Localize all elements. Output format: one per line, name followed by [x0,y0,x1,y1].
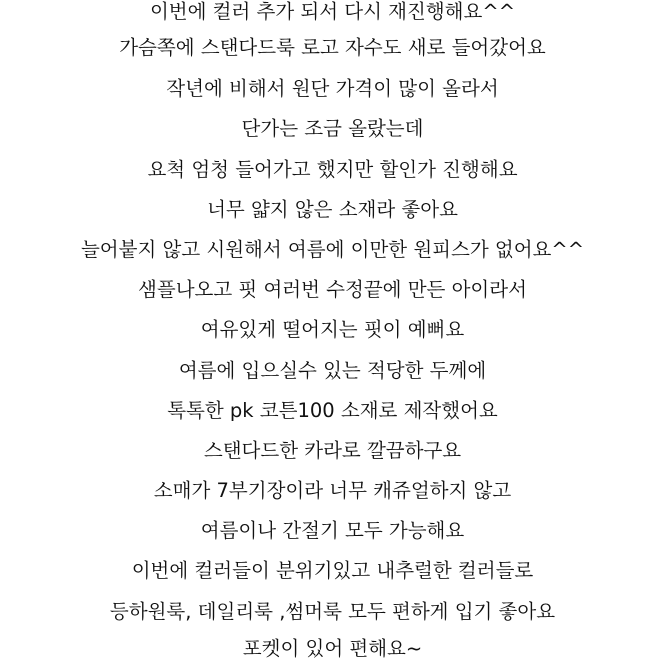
description-line: 스탠다드한 카라로 깔끔하구요 [203,439,462,462]
description-line: 요척 엄청 들어가고 했지만 할인가 진행해요 [147,158,518,181]
description-line: 등하원룩, 데일리룩 ,썸머룩 모두 편하게 입기 좋아요 [109,600,556,623]
description-line: 여름이나 간절기 모두 가능해요 [200,519,465,542]
description-line: 여름에 입으실수 있는 적당한 두께에 [178,359,487,382]
description-line: 톡톡한 pk 코튼100 소재로 제작했어요 [167,399,498,422]
description-line: 늘어붙지 않고 시원해서 여름에 이만한 원피스가 없어요^^ [80,238,585,261]
description-line: 샘플나오고 핏 여러번 수정끝에 만든 아이라서 [138,278,527,301]
description-line: 포켓이 있어 편해요~ [242,637,423,660]
description-line: 가슴쪽에 스탠다드룩 로고 자수도 새로 들어갔어요 [119,36,546,59]
description-line: 소매가 7부기장이라 너무 캐쥬얼하지 않고 [153,479,512,502]
description-line: 너무 얇지 않은 소재라 좋아요 [207,198,458,221]
description-line: 이번에 컬러 추가 되서 다시 재진행해요^^ [149,0,516,23]
description-line: 이번에 컬러들이 분위기있고 내추럴한 컬러들로 [131,559,534,582]
description-line: 여유있게 떨어지는 핏이 예뻐요 [200,318,465,341]
description-line: 단가는 조금 올랐는데 [241,117,424,140]
description-line: 작년에 비해서 원단 가격이 많이 올라서 [166,77,499,100]
